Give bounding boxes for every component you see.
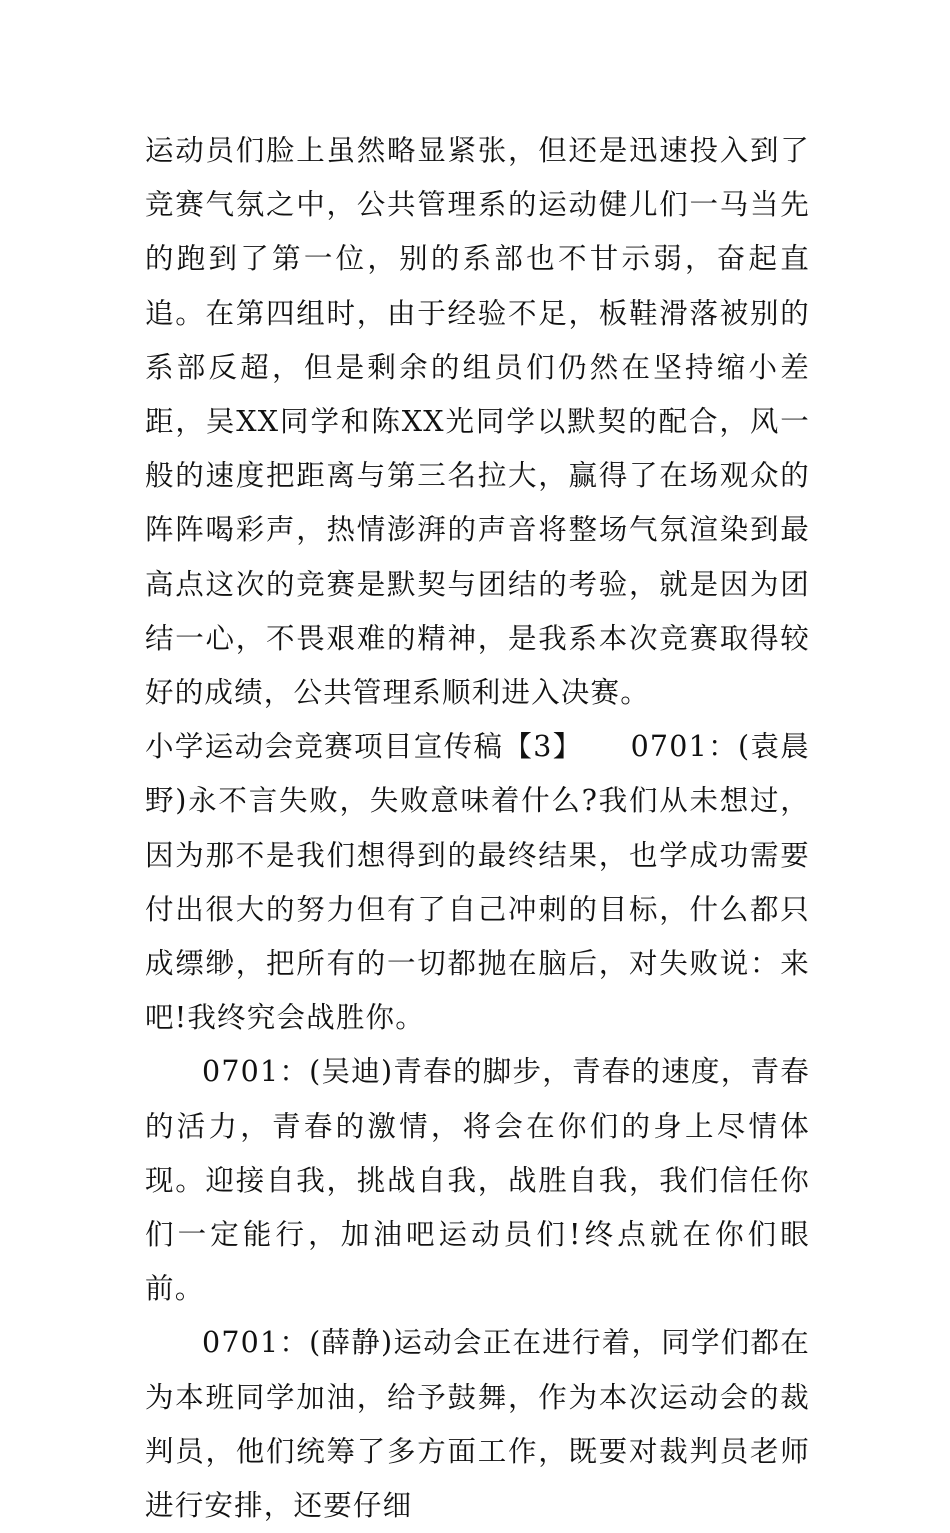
section-title: 小学运动会竞赛项目宣传稿【3】 — [145, 730, 583, 764]
section-first-entry: 0701：(袁晨野)永不言失败，失败意味着什么?我们从未想过，因为那不是我们想得到的最终结果，也学成功需要付出很大的努力但有了自己冲刺的目标，什么都只成缥缈，把所有的一切都抛在脑后，对失败说：来吧!我终究会战胜你。 — [145, 730, 810, 1035]
paragraph-race-report: 运动员们脸上虽然略显紧张，但还是迅速投入到了竞赛气氛之中，公共管理系的运动健儿们一马当先的跑到了第一位，别的系部也不甘示弱，奋起直追。在第四组时，由于经验不足，板鞋滑落被别的系部反超，但是剩余的组员们仍然在坚持缩小差距，吴XX同学和陈XX光同学以默契的配合，风一般的速度把距离与第三名拉大，赢得了在场观众的阵阵喝彩声，热情澎湃的声音将整场气氛渲染到最高点这次的竞赛是默契与团结的考验，就是因为团结一心，不畏艰难的精神，是我系本次竞赛取得较好的成绩，公共管理系顺利进入决赛。 — [145, 134, 810, 710]
entry-wudi: 0701：(吴迪)青春的脚步，青春的速度，青春的活力，青春的激情，将会在你们的身上尽情体现。迎接自我，挑战自我，战胜自我，我们信任你们一定能行，加油吧运动员们!终点就在你们眼前。 — [145, 1055, 810, 1306]
entry-xuejing: 0701：(薛静)运动会正在进行着，同学们都在为本班同学加油，给予鼓舞，作为本次运动会的裁判员，他们统筹了多方面工作，既要对裁判员老师进行安排，还要仔细 — [145, 1326, 810, 1523]
section-paragraph — [145, 720, 810, 1045]
document-body — [145, 124, 810, 1533]
